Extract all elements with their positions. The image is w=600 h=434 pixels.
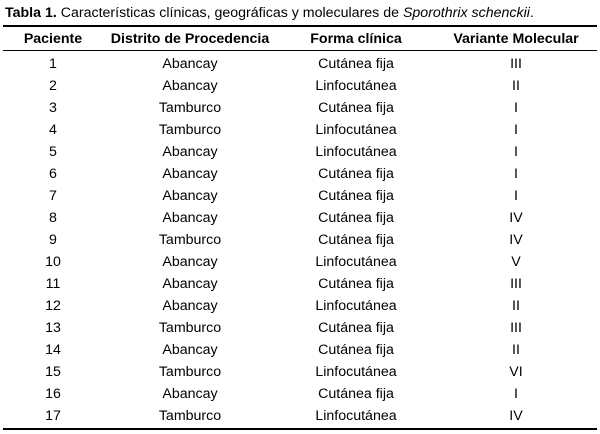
cell-paciente: 4 [49, 122, 57, 138]
table-row [3, 405, 597, 427]
cell-paciente: 7 [49, 188, 57, 204]
cell-forma-clinica: Cutánea fija [318, 210, 394, 226]
table-row [3, 119, 597, 141]
caption-text: Características clínicas, geográficas y moleculares de [56, 5, 403, 21]
cell-forma-clinica: Linfocutánea [315, 298, 397, 314]
table-row [3, 339, 597, 361]
caption-species: Sporothrix schenckii [402, 5, 530, 21]
cell-distrito: Abancay [162, 254, 218, 270]
table-row [3, 273, 597, 295]
cell-paciente: 9 [49, 232, 57, 248]
cell-variante-molecular: II [512, 298, 520, 314]
table-top-rule [3, 25, 597, 27]
cell-paciente: 8 [49, 210, 57, 226]
cell-forma-clinica: Cutánea fija [318, 188, 394, 204]
table-row [3, 75, 597, 97]
cell-paciente: 14 [45, 342, 61, 358]
table-bottom-rule [3, 428, 597, 430]
table-row [3, 317, 597, 339]
cell-distrito: Abancay [162, 144, 218, 160]
cell-forma-clinica: Linfocutánea [315, 78, 397, 94]
cell-distrito: Abancay [162, 210, 218, 226]
table-row [3, 229, 597, 251]
cell-distrito: Abancay [162, 386, 218, 402]
cell-variante-molecular: V [511, 254, 521, 270]
cell-variante-molecular: I [514, 144, 518, 160]
cell-variante-molecular: I [514, 166, 518, 182]
cell-distrito: Tamburco [158, 100, 222, 116]
cell-variante-molecular: VI [509, 364, 523, 380]
cell-paciente: 6 [49, 166, 57, 182]
cell-variante-molecular: III [510, 276, 522, 292]
cell-distrito: Abancay [162, 56, 218, 72]
cell-distrito: Abancay [162, 342, 218, 358]
caption-end: . [529, 5, 534, 21]
cell-forma-clinica: Linfocutánea [315, 144, 397, 160]
table-row [3, 141, 597, 163]
cell-forma-clinica: Cutánea fija [318, 386, 394, 402]
cell-variante-molecular: I [514, 122, 518, 138]
header-forma-clinica: Forma clínica [310, 31, 402, 47]
table-row [3, 295, 597, 317]
cell-paciente: 15 [45, 364, 61, 380]
cell-distrito: Abancay [162, 166, 218, 182]
cell-forma-clinica: Cutánea fija [318, 100, 394, 116]
table-row [3, 97, 597, 119]
cell-distrito: Tamburco [158, 320, 222, 336]
cell-variante-molecular: IV [509, 232, 523, 248]
cell-forma-clinica: Linfocutánea [315, 122, 397, 138]
table-row [3, 361, 597, 383]
cell-distrito: Abancay [162, 276, 218, 292]
cell-distrito: Tamburco [158, 364, 222, 380]
cell-forma-clinica: Linfocutánea [315, 408, 397, 424]
table-caption [5, 4, 597, 22]
cell-forma-clinica: Cutánea fija [318, 56, 394, 72]
cell-variante-molecular: II [512, 342, 520, 358]
data-table [3, 28, 597, 427]
cell-distrito: Tamburco [158, 122, 222, 138]
cell-forma-clinica: Linfocutánea [315, 364, 397, 380]
table-header-row [3, 28, 597, 50]
cell-variante-molecular: I [514, 100, 518, 116]
cell-variante-molecular: III [510, 56, 522, 72]
table-row [3, 207, 597, 229]
cell-forma-clinica: Cutánea fija [318, 232, 394, 248]
cell-paciente: 13 [45, 320, 61, 336]
table-row [3, 383, 597, 405]
cell-forma-clinica: Cutánea fija [318, 276, 394, 292]
cell-paciente: 16 [45, 386, 61, 402]
cell-variante-molecular: III [510, 320, 522, 336]
cell-paciente: 1 [49, 56, 57, 72]
cell-paciente: 5 [49, 144, 57, 160]
table-row [3, 163, 597, 185]
cell-forma-clinica: Cutánea fija [318, 342, 394, 358]
cell-variante-molecular: I [514, 188, 518, 204]
cell-forma-clinica: Linfocutánea [315, 254, 397, 270]
cell-paciente: 2 [49, 78, 57, 94]
cell-paciente: 10 [45, 254, 61, 270]
cell-distrito: Abancay [162, 78, 218, 94]
caption-label: Tabla 1. [5, 5, 57, 21]
table-body [3, 53, 597, 427]
cell-paciente: 17 [45, 408, 61, 424]
cell-variante-molecular: IV [509, 408, 523, 424]
cell-forma-clinica: Cutánea fija [318, 166, 394, 182]
header-paciente: Paciente [23, 31, 83, 47]
cell-forma-clinica: Cutánea fija [318, 320, 394, 336]
cell-variante-molecular: I [514, 386, 518, 402]
cell-paciente: 11 [45, 276, 61, 292]
cell-distrito: Tamburco [158, 232, 222, 248]
table-row [3, 53, 597, 75]
cell-variante-molecular: IV [509, 210, 523, 226]
header-distrito: Distrito de Procedencia [110, 31, 270, 47]
cell-paciente: 12 [45, 298, 61, 314]
cell-distrito: Tamburco [158, 408, 222, 424]
cell-distrito: Abancay [162, 298, 218, 314]
table-row [3, 251, 597, 273]
cell-distrito: Abancay [162, 188, 218, 204]
header-variante-molecular: Variante Molecular [453, 31, 579, 47]
cell-paciente: 3 [49, 100, 57, 116]
table-row [3, 185, 597, 207]
cell-variante-molecular: II [512, 78, 520, 94]
